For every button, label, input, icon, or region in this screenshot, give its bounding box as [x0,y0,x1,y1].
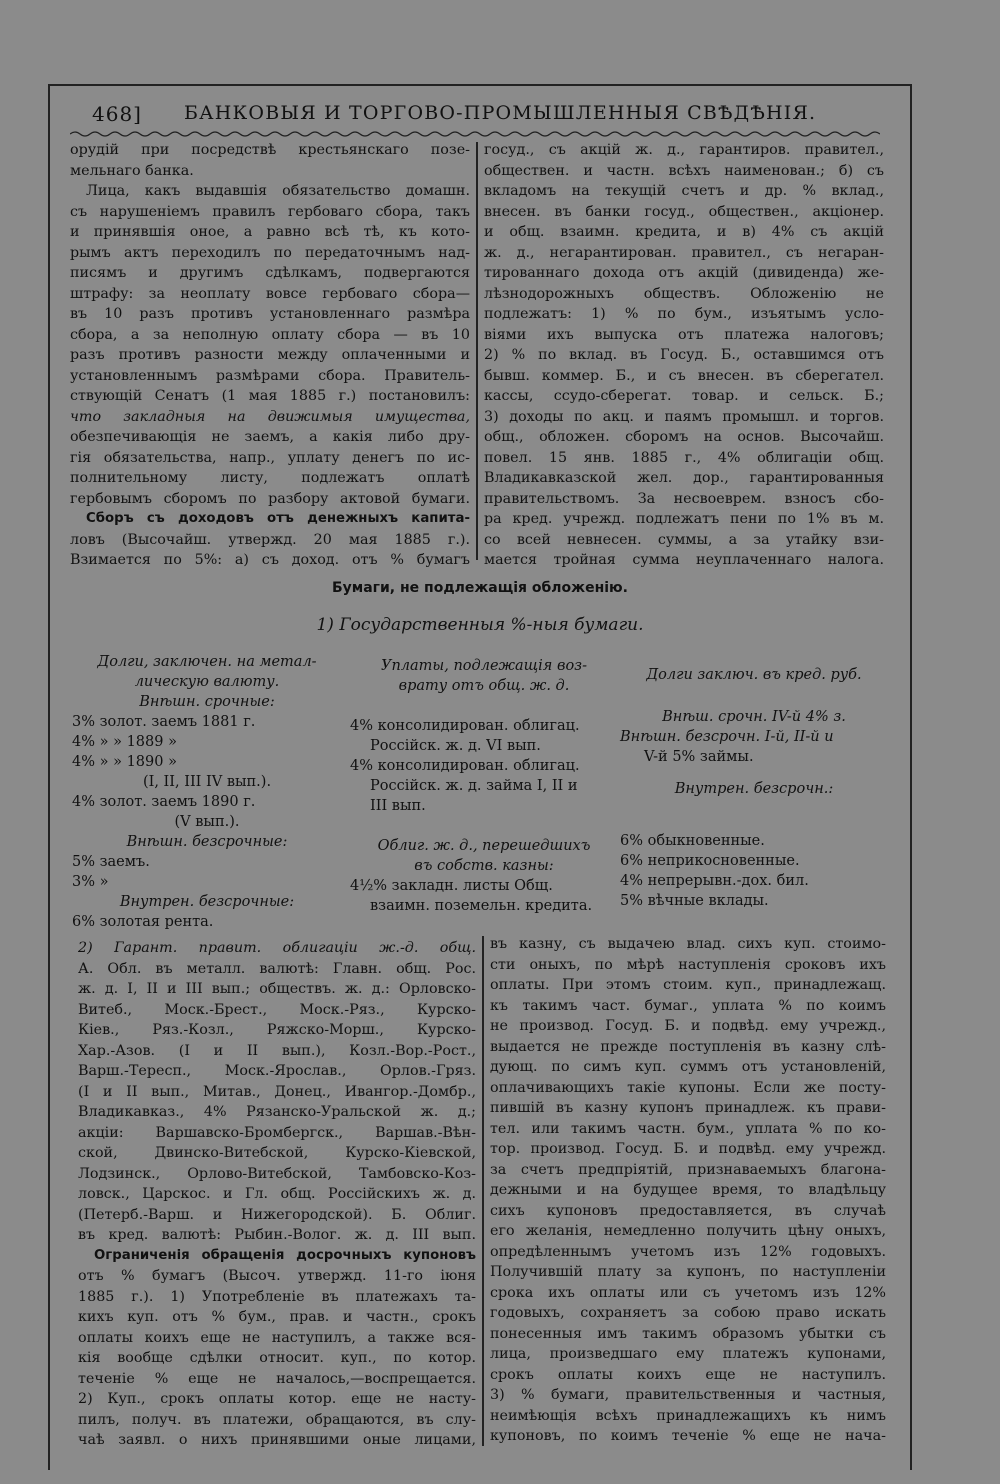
top-left-column [70,140,470,571]
table-line: 4% » » 1890 » [72,754,177,770]
text-line: со всей невнесен. суммы, а за утайку взи- [484,531,884,548]
text-line: ствующій Сенатъ (1 мая 1885 г.) постановилъ: [70,388,470,404]
text-line: чаѣ заявл. о нихъ принявшими оные лицами, [78,1432,476,1448]
text-line: срокъ оплаты коихъ еще не наступилъ. [490,1366,886,1383]
text-line: повел. 15 янв. 1885 г., 4% облигаціи общ. [484,449,884,466]
text-line: 2) Куп., срокъ оплаты котор. еще не насту- [78,1391,476,1407]
text-line: гербовымъ сборомъ по разбору актовой бумаги. [70,490,470,507]
text-line: (Петерб.-Варш. и Нижегородской). Б. Облиг. [78,1206,476,1223]
table-line: 4% консолидирован. облигац. [350,718,580,734]
section-heading-line: Ограниченія обращенія досрочныхъ купоновъ [94,1247,476,1263]
text-line: вкладомъ на текущій счетъ и др. % вклад., [484,183,884,199]
text-line: бывш. коммер. Б., и съ внесен. въ сберегател. [484,367,884,384]
text-line: общ., обложен. сборомъ на основ. Высочайш. [484,429,884,445]
table-line: Внутрен. безсрочные: [119,894,295,910]
text-line: Лица, какъ выдавшія обязательство домашн. [86,183,470,199]
text-line: теченіе % еще не началось,—воспрещается. [78,1370,476,1387]
text-line: въ кред. валютѣ: Рыбин.-Волог. ж. д. III вып. [78,1227,476,1243]
column-divider [482,936,484,1446]
text-line: мается тройная сумма неуплаченнаго налога. [484,552,884,568]
text-line: штрафу: за неоплату вовсе гербоваго сбора— [70,285,470,302]
page-number: 468] [92,102,142,126]
text-line: 1885 г.). 1) Употребленіе въ платежахъ та- [78,1288,476,1305]
text-line: отъ % бумагъ (Высоч. утвержд. 11-го іюня [78,1268,476,1284]
table-left-column [72,652,342,932]
text-line: годовыхъ, сохраняетъ за собою право искать [490,1305,886,1321]
text-line: Лодзинск., Орлово-Витебской, Тамбовско-Коз- [78,1165,476,1182]
table-line: Уплаты, подлежащія воз- [380,658,587,674]
text-line: подлежатъ: 1) % по бум., изъятымъ усло- [484,306,884,322]
table-line: 6% золотая рента. [72,914,214,930]
table-line: 3% золот. заемъ 1881 г. [72,714,256,730]
text-line: правительствомъ. За несвоеврем. взносъ сбо- [484,490,884,507]
text-line: тел. или такимъ частн. бум., уплата % по ко- [490,1120,886,1137]
text-line: Владикавказской жел. дор., гарантированныя [484,470,884,486]
text-line: віями ихъ выпуска отъ платежа налоговъ; [484,326,884,343]
table-line: 5% заемъ. [72,854,150,870]
text-line: А. Обл. въ металл. валютѣ: Главн. общ. Рос. [78,960,476,977]
text-line: Владикавказ., 4% Рязанско-Уральской ж. д.; [78,1104,476,1120]
table-line: (I, II, III IV вып.). [142,774,272,790]
text-line: дежными и на будущее время, то владѣльцу [490,1182,886,1198]
column-divider [476,142,478,560]
table-line: III вып. [370,798,426,814]
table-line: Внѣшн. безсрочн. I-й, II-й и [620,729,834,745]
text-line: обществен. и частн. всѣхъ наименован.; б) съ [484,162,884,179]
text-line: обезпечивающія не заемъ, а какія либо дру- [70,429,470,445]
table-line: Внутрен. безсрочн.: [674,781,834,797]
text-line: купоновъ, по коимъ теченіе % еще не нача- [490,1428,886,1444]
text-line: ловск., Царскос. и Гл. общ. Россійскихъ ж. д. [78,1186,476,1202]
header-wavy-rule [70,130,880,138]
text-line: за счетъ предпріятій, признаваемыхъ благона- [490,1161,886,1178]
table-middle-column [350,656,618,916]
text-line: пившій въ казну купонъ принадлеж. къ прави- [490,1100,886,1116]
text-line: понесенныя имъ такимъ образомъ убытки съ [490,1325,886,1342]
text-line: кихъ куп. отъ % бум., прав. и частн., срокъ [78,1309,476,1325]
text-line: оплаты коихъ еще не наступилъ, а также вся- [78,1329,476,1346]
text-line: ловъ (Высочайш. утвержд. 20 мая 1885 г.). [70,531,470,548]
text-line: лѣзнодорожныхъ обществъ. Обложенію не [484,285,884,302]
table-line: (V вып.). [174,814,240,830]
text-line: 3) % бумаги, правительственныя и частныя, [490,1387,886,1403]
table-line: врату отъ общ. ж. д. [398,678,570,694]
section-title: Бумаги, не подлежащія обложенію. [331,580,628,596]
table-line: Долги, заключен. на метал- [97,654,317,670]
text-line: и общ. взаимн. кредита, и в) 4% съ акцій [484,224,884,240]
text-line: (I и II вып., Митав., Донец., Ивангор.-Домбр., [78,1083,476,1100]
text-line: тированнаго дохода отъ акцій (дивиденда) же- [484,265,884,281]
text-line: Варш.-Тересп., Моск.-Ярослав., Орлов.-Гряз. [78,1063,476,1079]
table-line: Внѣшн. срочные: [139,694,275,710]
text-line: Получившій плату за купонъ, по наступленіи [490,1264,886,1280]
text-line: 2) % по вклад. въ Госуд. Б., оставшимся отъ [484,347,884,363]
table-line: 4% консолидирован. облигац. [350,758,580,774]
text-line: разъ противъ разности между оплаченными и [70,347,470,363]
table-line: 4% » » 1889 » [72,734,177,750]
text-line: пилъ, получ. въ платежи, обращаются, въ слу- [78,1411,476,1428]
text-line: къ такимъ част. бумаг., уплата % по коимъ [490,997,886,1014]
table-line: 5% вѣчные вклады. [620,893,769,909]
text-line: неимѣющія всѣхъ принадлежащихъ къ нимъ [490,1407,886,1424]
text-line: опредѣленнымъ учетомъ изъ 12% годовыхъ. [490,1243,886,1260]
text-line: рымъ актъ переходилъ по передаточнымъ над- [70,244,470,261]
section-subtitle: 1) Государственныя %-ныя бумаги. [316,615,644,635]
text-line: внесен. въ банки госуд., обществен., акціонер. [484,203,884,220]
text-line: госуд., съ акцій ж. д., гарантиров. правител., [484,142,884,158]
text-line: Взимается по 5%: а) съ доход. отъ % бумагъ [70,552,470,568]
table-line: 6% обыкновенные. [620,833,765,849]
bottom-left-column [78,938,476,1451]
table-line: 4½% закладн. листы Общ. [350,878,553,894]
text-line: и принявшія оное, а равно всѣ тѣ, къ кото- [70,224,470,240]
table-line: V-й 5% займы. [644,749,754,765]
text-line: кія вообще сдѣлки относит. куп., по котор. [78,1350,476,1366]
text-line: полнительному листу, подлежатъ оплатѣ [70,470,470,486]
text-line: выдается не прежде поступленія въ казну слѣ- [490,1038,886,1055]
text-line: срока ихъ оплаты или съ учетомъ изъ 12% [490,1284,886,1301]
table-line: Облиг. ж. д., перешедшихъ [377,838,591,854]
text-line: Хар.-Азов. (I и II вып.), Козл.-Вор.-Рост., [78,1042,476,1059]
text-line: что закладныя на движимыя имущества, [70,408,470,425]
text-line: ра кред. учрежд. подлежатъ пени по 1% въ м. [484,511,884,527]
text-line: оплачивающихъ такіе купоны. Если же посту- [490,1079,886,1096]
bottom-right-column [490,934,886,1447]
text-line: съ нарушеніемъ правилъ гербоваго сбора, такъ [70,203,470,220]
text-line: сихъ купоновъ предоставляется, въ случаѣ [490,1202,886,1219]
text-line: орудій при посредствѣ крестьянскаго позе- [70,142,470,158]
text-line: Витеб., Моск.-Брест., Моск.-Ряз., Курско- [78,1001,476,1018]
text-line: ской, Двинско-Витебской, Курско-Кіевской, [78,1145,476,1161]
text-line: писямъ и другимъ сдѣлкамъ, подвергаются [70,265,470,281]
running-title: БАНКОВЫЯ И ТОРГОВО-ПРОМЫШЛЕННЫЯ СВѢДѢНІЯ. [184,102,817,124]
text-line: оплаты. При этомъ стоим. куп., принадлежащ. [490,977,886,993]
text-line: ж. д., негарантирован. правител., съ негаран- [484,244,884,261]
text-line: лица, произведшаго ему платежъ купонами, [490,1346,886,1362]
top-right-column [484,140,884,571]
table-line: лическую валюту. [134,674,280,690]
text-line: Кіев., Ряз.-Козл., Ряжско-Морш., Курско- [78,1022,476,1038]
text-line: 2) Гарант. правит. облигаціи ж.-д. общ. [78,940,476,956]
text-line: его желанія, немедленно получить цѣну оныхъ, [490,1223,886,1239]
text-line: въ казну, съ выдачею влад. сихъ куп. стоимо- [490,936,886,952]
section-heading-line: Сборъ съ доходовъ отъ денежныхъ капита- [86,511,470,526]
text-line: кассы, ссудо-сберегат. товар. и сельск. Б.; [484,388,884,404]
text-line: сбора, а за неполную оплату сбора — въ 10 [70,326,470,343]
text-line: дующ. по симъ куп. суммъ отъ установленій, [490,1059,886,1075]
table-line: Внѣшн. безсрочные: [126,834,288,850]
table-line: 6% неприкосновенные. [620,853,800,869]
table-line: 4% золот. заемъ 1890 г. [72,794,256,810]
table-line: взаимн. поземельн. кредита. [370,898,593,914]
text-line: тор. производ. Госуд. Б. и подвѣд. ему учрежд. [490,1141,886,1157]
table-line: Россійск. ж. д. VI вып. [370,738,541,754]
text-line: 3) доходы по акц. и паямъ промышл. и торгов. [484,408,884,425]
table-line: 3% » [72,874,109,890]
text-line: установленнымъ размѣрами сбора. Правитель- [70,367,470,384]
text-line: не производ. Госуд. Б. и подвѣд. ему учрежд., [490,1018,886,1034]
text-line: мельнаго банка. [70,162,194,179]
table-line: 4% непрерывн.-дох. бил. [620,873,809,889]
table-right-column [620,665,888,911]
text-line: гія обязательства, напр., уплату денегъ по ис- [70,449,470,466]
text-line: ж. д. I, II и III вып.; обществъ. ж. д.: Орловско- [78,981,476,997]
table-line: Россійск. ж. д. займа I, II и [370,778,578,794]
text-line: въ 10 разъ противъ установленнаго размѣра [70,306,470,322]
table-line: въ собств. казны: [414,858,554,874]
text-line: сти оныхъ, по мѣрѣ наступленія сроковъ ихъ [490,956,886,973]
page-header [92,100,872,132]
text-line: акціи: Варшавско-Бромбергск., Варшав.-Вѣн- [78,1124,476,1141]
table-line: Долги заключ. въ кред. руб. [646,667,862,683]
table-line: Внѣш. срочн. IV-й 4% з. [662,709,846,725]
